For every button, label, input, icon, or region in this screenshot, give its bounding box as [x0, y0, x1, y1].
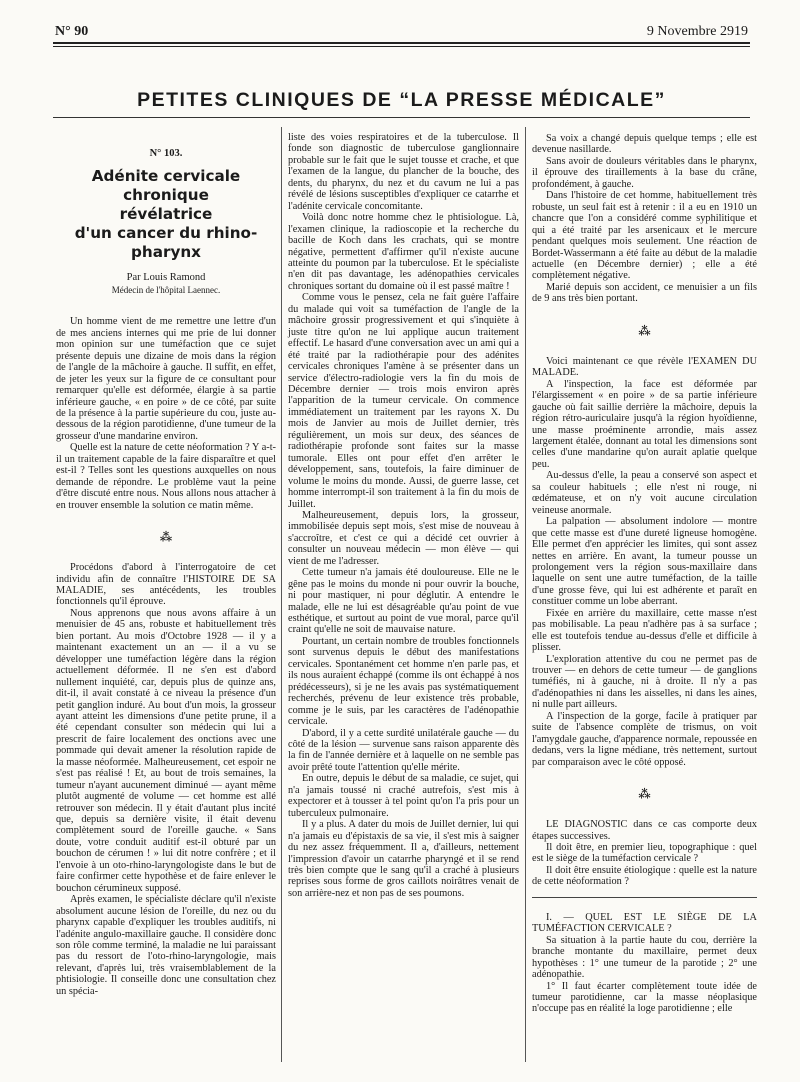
title-line: révélatrice	[119, 205, 213, 224]
issue-date: 9 Novembre 2919	[646, 24, 748, 39]
paragraph: Procédons d'abord à l'interrogatoire de cet individu afin de connaître l'HISTOIRE DE SA MALADIE, ses antécédents, les troubles fonctionnels qu'il éprouve.	[56, 562, 276, 608]
header-rule	[53, 42, 750, 44]
author-affiliation: Médecin de l'hôpital Laennec.	[111, 284, 221, 295]
paragraph: A l'inspection de la gorge, facile à pratiquer par suite de l'absence complète de trismus, on voit l'amygdale gauche, d'apparence normale, repoussée en dedans, vers la ligne médiane, très nettement, surtout par comparaison avec le côté opposé.	[532, 710, 757, 768]
paragraph: Sa situation à la partie haute du cou, derrière la branche montante du maxillaire, permet deux hypothèses : 1° une tumeur de la parotide ; 2° une adénopathie.	[532, 934, 757, 981]
paragraph: Il doit être, en premier lieu, topographique : quel est le siège de la tuméfaction cervicale ?	[532, 842, 757, 865]
column-divider	[525, 127, 526, 1062]
paragraph: Il doit être ensuite étiologique : quelle est la nature de cette néoformation ?	[532, 864, 757, 888]
title-line: Adénite cervicale chronique	[91, 167, 241, 205]
header-rule-thin	[53, 46, 750, 47]
banner-rule	[53, 117, 750, 118]
paragraph: Un homme vient de me remettre une lettre d'un de mes anciens internes qui me prie de lui donner mon opinion sur une tuméfaction que ce sujet présente depuis une dizaine de mois dans la région de l'angle de la mâchoire à gauche. Il suffit, en effet, de jeter les yeux sur la figure de ce consultant pour remarquer qu'elle est déformée, élargie à sa partie inférieure gauche, « en poire » de ce côté, par suite de la présence à la partie supérieure du cou, juste au-dessous de la région parotidienne, d'une tumeur de la grosseur d'une mandarine environ.	[56, 316, 276, 442]
paragraph: Dans l'histoire de cet homme, habituellement très robuste, un seul fait est à retenir : il a eu en 1910 un chancre que l'on a considéré comme syphilitique et qui a été traité par les arsenicaux et le mercure pendant quelques mois seulement. Une réaction de Bordet-Wassermann a été faite au début de la maladie actuelle (en Décembre dernier) ; elle a été complètement négative.	[532, 190, 757, 282]
paragraph: Nous apprenons que nous avons affaire à un menuisier de 45 ans, robuste et habituellement très bien portant. Au mois d'Octobre 1928 — il y a maintenant exactement un an — il a vu se développer une tuméfaction légère dans la région actuellement déformée. Il ne s'en est d'abord nullement inquiété, car, depuis plus de quinze ans, dit-il, il avait constaté à ce niveau la présence d'un petit ganglion induré. Au bout d'un mois, la grosseur ayant atteint les dimensions d'une petite prune, il a été cependant consulter son médecin qui lui a prescrit de faire localement des onctions avec une pommade qui devait amener la résolution rapide de la masse néoformée. Malheureusement, cet espoir ne s'est pas réalisé ! Et, au bout de trois semaines, la tumeur n'ayant aucunement diminué — ayant même plutôt augmenté de volume — cet homme est allé retrouver son médecin. Il y était d'autant plus incité que, depuis sa dernière visite, il était devenu complètement sourd de l'oreille gauche. « Sans doute, votre conduit auditif est-il obturé par un bouchon de cérumen ! » lui dit notre confrère ; et il l'envoie à un oto-rhino-laryngologiste dans le but de faire confirmer cette hypothèse et de faire enlever le bouchon cérumineux supposé.	[56, 607, 276, 894]
paragraph: Cette tumeur n'a jamais été douloureuse. Elle ne le gêne pas le moins du monde ni pour ouvrir la bouche, ni pour mastiquer, ni pour déglutir. A entendre le malade, elle ne lui est désagréable qu'au point de vue esthétique, et surtout au point de vue moral, parce qu'il craint qu'elle ne soit de mauvaise nature.	[288, 567, 519, 636]
issue-number: N° 90	[55, 24, 89, 39]
paragraph: 1° Il faut écarter complètement toute idée de tumeur parotidienne, car la masse néoplasique n'occupe pas en réalité la loge parotidienne ; elle	[532, 980, 757, 1015]
paragraph: D'abord, il y a cette surdité unilatérale gauche — du côté de la lésion — survenue sans raison apparente dès la fin de l'année dernière et à laquelle on ne semble pas avoir prêté toute l'attention qu'elle mérite.	[288, 727, 519, 773]
article-title	[56, 167, 276, 262]
paragraph: Après examen, le spécialiste déclare qu'il n'existe absolument aucune lésion de l'oreille, du nez ou du pharynx capable d'expliquer les troubles auditifs, ni l'adénite angulo-maxillaire gauche. Il considère donc son rôle comme terminé, la maladie ne lui paraissant pas du ressort de l'oto-rhino-laryngologie, mais relevant, d'après lui, très vraisemblablement de la phtisiologie. Il conseille donc une consultation chez un spécia-	[56, 894, 276, 997]
paragraph: Marié depuis son accident, ce menuisier a un fils de 9 ans très bien portant.	[532, 281, 757, 305]
paragraph: La palpation — absolument indolore — montre que cette masse est d'une dureté ligneuse homogène. Elle permet d'en apprécier les limites, qui sont assez nettes en arrière. En avant, la tumeur pousse un prolongement vers la région sous-maxillaire dans laquelle on sent une autre tuméfaction, de la taille d'une grosse fève, qui lui est adhérente et paraît en constituer comme un lobe aberrant.	[532, 516, 757, 608]
section-heading: I. — QUEL EST LE SIÈGE DE LA TUMÉFACTION CERVICALE ?	[532, 911, 757, 935]
running-header	[55, 24, 748, 42]
article-author: Par Louis Ramond	[126, 272, 206, 284]
paragraph: LE DIAGNOSTIC dans ce cas comporte deux étapes successives.	[532, 819, 757, 842]
title-line: d'un cancer du rhino-pharynx	[74, 224, 258, 262]
paragraph: L'exploration attentive du cou ne permet pas de trouver — en dehors de cette tumeur — de ganglions tuméfiés, ni à gauche, ni à droite. Il n'y a pas d'adénopathies ni dans les aisselles, ni dans les aines, ni nulle part ailleurs.	[532, 653, 757, 711]
section-asterism: ⁂	[159, 530, 173, 545]
paragraph: Il y a plus. A dater du mois de Juillet dernier, lui qui n'a jamais eu d'épistaxis de sa vie, il s'est mis à saigner du nez assez fréquemment. Il a, d'ailleurs, nettement l'impression d'avoir un catarrhe pharyngé et il se rend très bien compte que le sang qu'il a craché à plusieurs reprises sous forme de gros caillots noirâtres venait de son arrière-nez et non pas de ses poumons.	[288, 819, 519, 899]
section-banner: PETITES CLINIQUES DE “LA PRESSE MÉDICALE”	[137, 89, 666, 111]
paragraph: Voici maintenant ce que révèle l'EXAMEN DU MALADE.	[532, 355, 757, 379]
column-1	[56, 136, 276, 997]
article-number: N° 103.	[149, 148, 183, 159]
column-divider	[281, 127, 282, 1062]
paragraph: En outre, depuis le début de sa maladie, ce sujet, qui n'a jamais toussé ni craché autrefois, s'est mis à expectorer et à tousser à tel point qu'on l'a pris pour un tuberculeux pulmonaire.	[288, 773, 519, 819]
section-rule	[532, 897, 757, 898]
paragraph: Sa voix a changé depuis quelque temps ; elle est devenue nasillarde.	[532, 133, 757, 156]
paragraph: A l'inspection, la face est déformée par l'élargissement « en poire » de sa partie inférieure gauche où fait saillie derrière la mâchoire, depuis la région rétro-auriculaire jusqu'à la région hyoïdienne, une masse proéminente arrondie, mais assez largement étalée, donnant au total les dimensions sont celles d'une mandarine qu'on aurait aplatie quelque peu.	[532, 378, 757, 470]
paragraph: Au-dessus d'elle, la peau a conservé son aspect et sa couleur habituels ; elle n'est ni rouge, ni œdémateuse, et on n'y voit aucune circulation veineuse anormale.	[532, 470, 757, 516]
paragraph: Pourtant, un certain nombre de troubles fonctionnels sont survenus depuis le début des manifestations cervicales. Spontanément cet homme n'en parle pas, et ils nous auraient échappé (comme ils ont échappé à nos prédécesseurs), si je ne les avais pas systématiquement recherchés, prévenu de leur existence très probable, comme je le suis, par les caractères de l'adénopathie cervicale.	[288, 635, 519, 728]
paragraph: Fixée en arrière du maxillaire, cette masse n'est pas mobilisable. La peau n'adhère pas à sa surface ; elle est toutefois tendue au-dessus d'elle et difficile à plisser.	[532, 607, 757, 654]
section-asterism: ⁂	[638, 323, 651, 338]
paragraph: Voilà donc notre homme chez le phtisiologue. Là, l'examen clinique, la radioscopie et la recherche du bacille de Koch dans les crachats, qui se montre négative, permettent d'affirmer qu'il n'existe aucune atteinte du poumon par la tuberculose. Et le spécialiste n'en dit pas davantage, les adénopathies cervicales chroniques sortant du domaine où il est passé maître !	[288, 212, 519, 292]
paragraph: liste des voies respiratoires et de la tuberculose. Il fonde son diagnostic de tuberculose ganglionnaire probable sur le fait que le sujet tousse et crache, et que l'examen de la langue, du plancher de la bouche, des dents, du pharynx, du nez et du cavum ne lui a pas révélé de lésions susceptibles d'expliquer ce catarrhe et l'adénite cervicale concomitante.	[288, 132, 519, 212]
paragraph: Comme vous le pensez, cela ne fait guère l'affaire du malade qui voit sa tuméfaction de l'angle de la mâchoire grossir progressivement et qui s'inquiète à juste titre qu'on ne lui applique aucun traitement effectif. Le hasard d'une conversation avec un ami qui a été traité par la radiothérapie pour des adénites cervicales chroniques l'amène à se présenter dans un service d'électro-radiologie vers la fin du mois de Décembre dernier — trois mois environ après l'apparition de la tumeur cervicale. On commence immédiatement un traitement par les rayons X. Du mois de Janvier au mois de Juillet dernier, très régulièrement, un mois sur deux, des séances de radiothérapie profonde sont faites sur la masse tumorale. Elles ont pour effet d'en arrêter le développement, sans, toutefois, la faire diminuer de volume le moins du monde. Aussi, de guerre lasse, cet homme interrompt-il son traitement à la fin du mois de Juillet.	[288, 292, 519, 510]
paragraph: Quelle est la nature de cette néoformation ? Y a-t-il un traitement capable de la faire disparaître et quel est-il ? Telles sont les questions auxquelles on nous demande de répondre. Le problème vaut la peine d'être discuté entre nous. Nous allons nous attacher à en trouver ensemble la solution ce matin même.	[56, 442, 276, 511]
column-2	[288, 132, 519, 899]
section-asterism: ⁂	[638, 787, 651, 802]
paragraph: Sans avoir de douleurs véritables dans le pharynx, il éprouve des tiraillements à la base du crâne, profondément, à gauche.	[532, 155, 757, 190]
column-3	[532, 133, 757, 1015]
paragraph: Malheureusement, depuis lors, la grosseur, immobilisée depuis sept mois, s'est mise de nouveau à s'accroître, et c'est ce qui a décidé cet ouvrier à consulter un nouveau médecin — mon élève — qui vient de me l'adresser.	[288, 509, 519, 567]
